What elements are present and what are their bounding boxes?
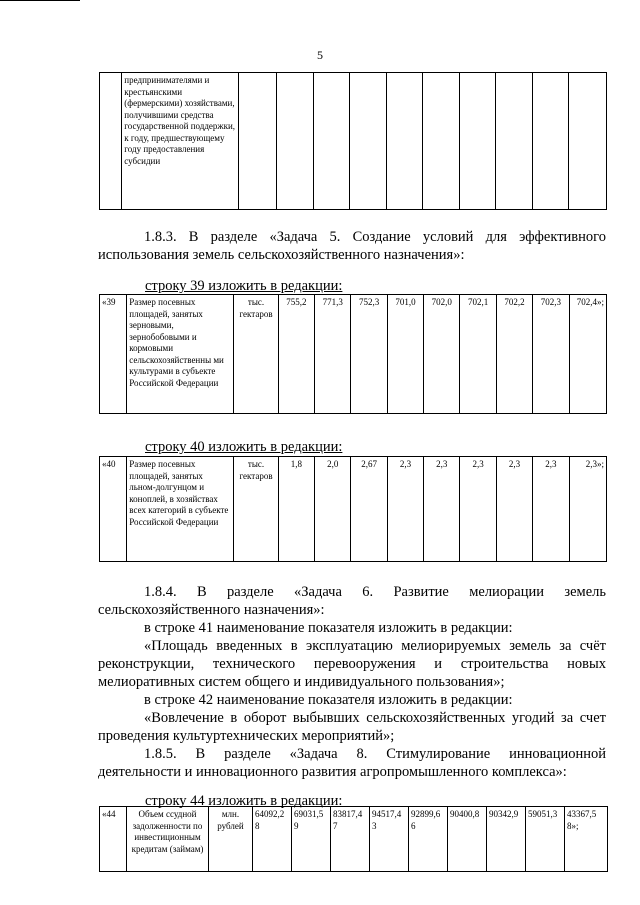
value-cell: 702,1	[460, 295, 496, 414]
row-44-table	[99, 806, 608, 872]
value-cell: 752,3	[351, 295, 387, 414]
value-cell: 59051,3	[526, 807, 565, 872]
page-number: 5	[317, 48, 323, 62]
cell-num	[100, 73, 122, 210]
value-cell: 83817,4 7	[331, 807, 370, 872]
value-cell: 755,2	[278, 295, 314, 414]
value-cell: 702,4»;	[569, 295, 607, 414]
value-cell: 64092,2 8	[253, 807, 292, 872]
value-cell: 2,3	[496, 457, 532, 562]
row-39-table	[99, 294, 607, 414]
caption-row-44: строку 44 изложить в редакции:	[145, 793, 343, 809]
value-cell: 1,8	[278, 457, 314, 562]
quote-42-line1: «Вовлечение в оборот выбывших сельскохозяйственных угодий за счет	[144, 710, 606, 726]
section-1-8-4-line1: 1.8.4. В разделе «Задача 6. Развитие мелиорации земель	[144, 584, 606, 600]
section-1-8-5-line2: деятельности и инновационного развития агропромышленного комплекса»:	[98, 764, 567, 780]
quote-41-line1: «Площадь введенных в эксплуатацию мелиорируемых земель за счёт	[144, 638, 606, 654]
value-cell: 92899,6 6	[409, 807, 448, 872]
value-cell: 702,3	[533, 295, 569, 414]
paragraph-row-42: в строке 42 наименование показателя изложить в редакции:	[144, 692, 513, 708]
section-1-8-3-line2: использования земель сельскохозяйственного назначения»:	[98, 247, 465, 263]
value-cell: 2,3	[460, 457, 496, 562]
continuation-table	[99, 72, 607, 210]
table-row	[100, 807, 608, 872]
row-number: «39	[100, 295, 127, 414]
section-1-8-3-line1: 1.8.3. В разделе «Задача 5. Создание условий для эффективного	[144, 229, 606, 245]
value-cell: 90342,9	[487, 807, 526, 872]
row-40-table	[99, 456, 607, 562]
section-1-8-5-line1: 1.8.5. В разделе «Задача 8. Стимулирование инновационной	[144, 746, 606, 762]
indicator-name: Объем ссудной задолженности по инвестиционным кредитам (займам)	[127, 807, 209, 872]
quote-42-line2: проведения культуртехнических мероприятий»;	[98, 728, 395, 744]
cell-unit	[238, 73, 277, 210]
table-row	[100, 295, 607, 414]
table-row	[100, 73, 607, 210]
row-number: «44	[100, 807, 127, 872]
value-cell: 43367,5 8»;	[565, 807, 608, 872]
value-cell: 2,3	[533, 457, 569, 562]
value-cell: 702,2	[496, 295, 532, 414]
value-cell: 701,0	[387, 295, 423, 414]
value-cell: 69031,5 9	[292, 807, 331, 872]
value-cell: 94517,4 3	[370, 807, 409, 872]
value-cell: 702,0	[424, 295, 460, 414]
top-rule	[0, 0, 80, 1]
table-row	[100, 457, 607, 562]
value-cell: 2,0	[315, 457, 351, 562]
value-cell: 2,67	[351, 457, 387, 562]
quote-41-line3: мелиоративных систем общего и индивидуального пользования»;	[98, 674, 505, 690]
unit: млн. рублей	[209, 807, 253, 872]
quote-41-line2: реконструкции, технического перевооружения и строительства новых	[98, 656, 606, 672]
value-cell: 90400,8	[448, 807, 487, 872]
indicator-name: Размер посевных площадей, занятых зерновыми, зернобобовыми и кормовыми сельскохозяйственны ми культурами в субъекте Российской Федерации	[127, 295, 234, 414]
value-cell: 771,3	[315, 295, 351, 414]
indicator-name: Размер посевных площадей, занятых льном-долгунцом и коноплей, в хозяйствах всех категорий в субъекте Российской Федерации	[127, 457, 234, 562]
value-cell: 2,3	[424, 457, 460, 562]
paragraph-row-41: в строке 41 наименование показателя изложить в редакции:	[144, 620, 513, 636]
caption-row-40: строку 40 изложить в редакции:	[145, 439, 343, 455]
cell-name: предпринимателями и крестьянскими (фермерскими) хозяйствами, получившими средства государственной поддержки, к году, предшествующему году предоставления субсидии	[122, 73, 239, 210]
value-cell: 2,3	[387, 457, 423, 562]
value-cell: 2,3»;	[569, 457, 607, 562]
caption-row-39: строку 39 изложить в редакции:	[145, 278, 343, 294]
unit: тыс. гектаров	[234, 457, 278, 562]
unit: тыс. гектаров	[234, 295, 278, 414]
row-number: «40	[100, 457, 127, 562]
section-1-8-4-line2: сельскохозяйственного назначения»:	[98, 602, 325, 618]
